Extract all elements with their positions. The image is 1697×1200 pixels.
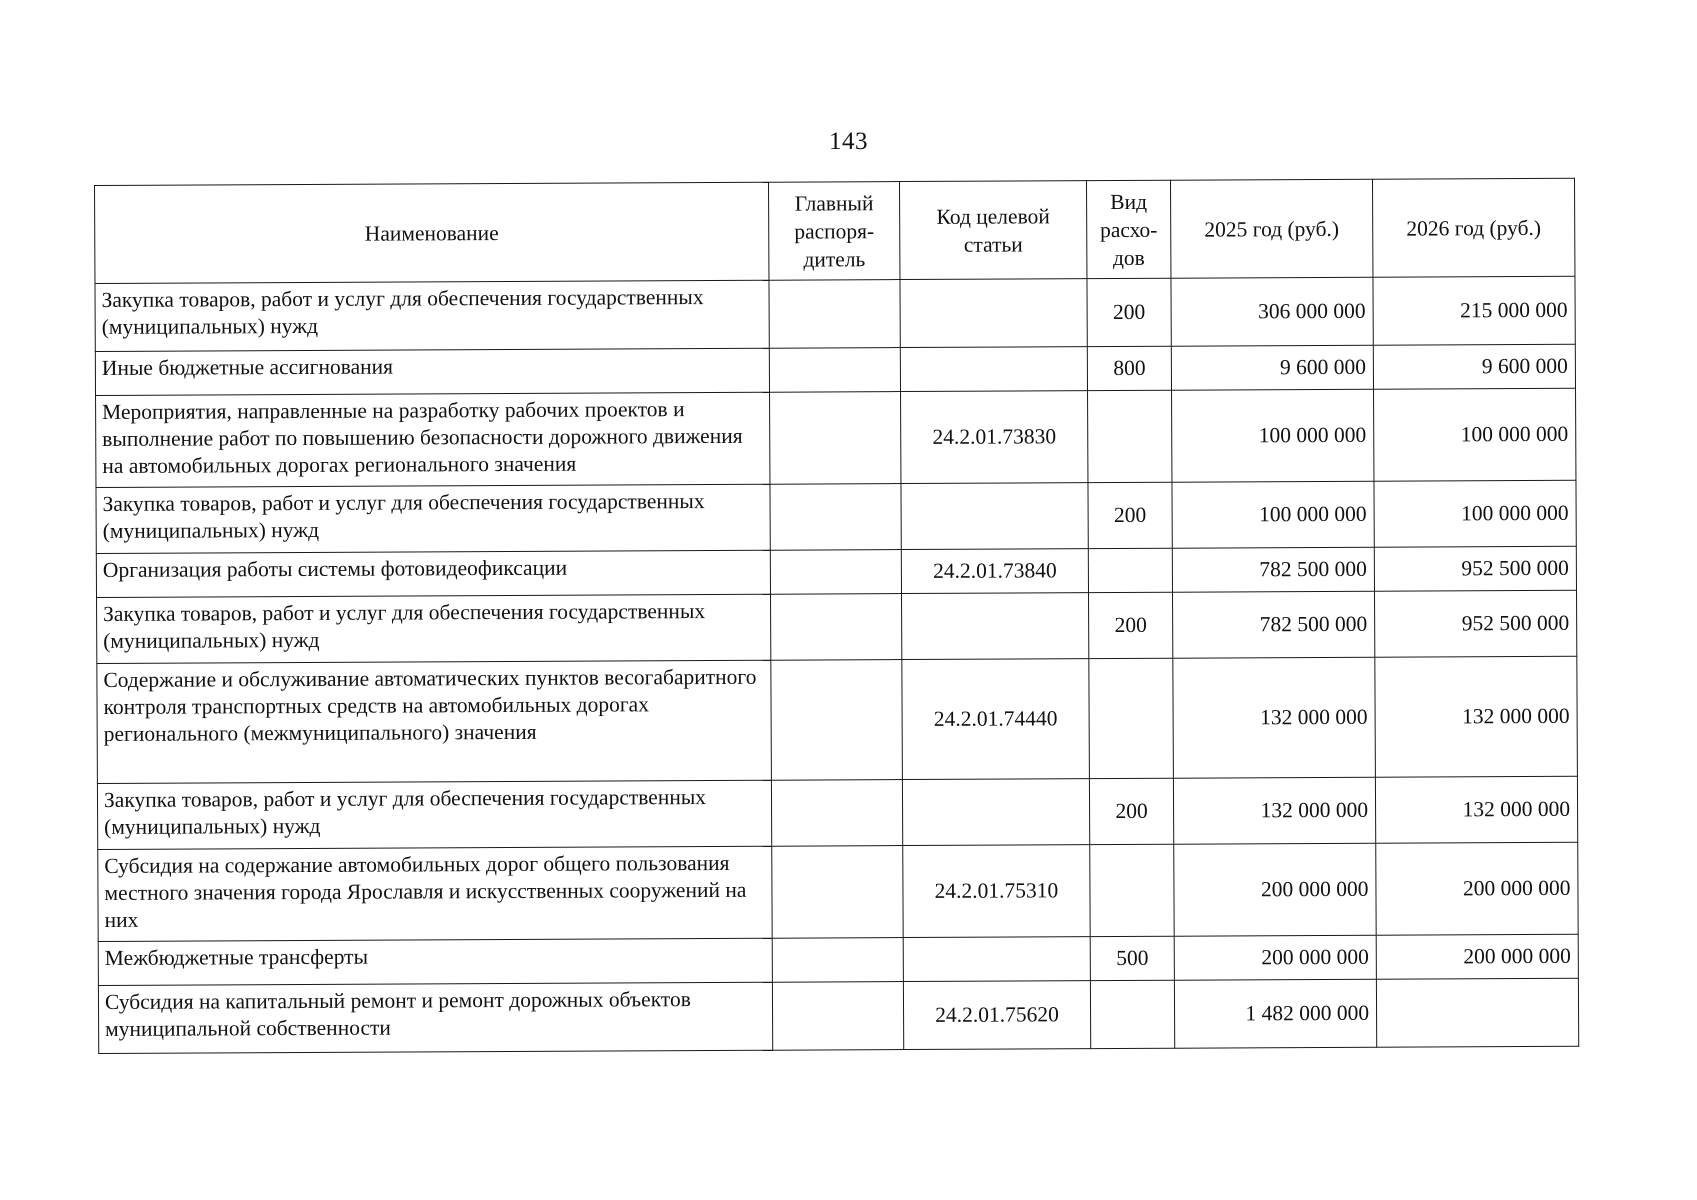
cell-type — [1088, 390, 1172, 482]
cell-manager — [771, 594, 902, 661]
cell-code — [900, 347, 1087, 392]
cell-code — [903, 937, 1090, 982]
cell-name: Закупка товаров, работ и услуг для обеспечения государственных (муниципальных) нужд — [96, 484, 770, 553]
cell-2026 — [1376, 978, 1578, 1047]
cell-code — [900, 279, 1087, 348]
table-row — [98, 978, 1578, 1053]
cell-manager — [772, 938, 903, 983]
cell-manager — [772, 982, 903, 1051]
cell-2026: 100 000 000 — [1374, 388, 1576, 481]
cell-code — [902, 593, 1089, 660]
cell-name: Закупка товаров, работ и услуг для обеспечения государственных (муниципальных) нужд — [97, 594, 771, 663]
cell-name: Содержание и обслуживание автоматических пунктов весогабаритного контроля транспортных средств на автомобильных дорогах регионального (межмуниципального) значения — [97, 660, 772, 783]
cell-2026: 9 600 000 — [1373, 344, 1575, 389]
header-2026: 2026 год (руб.) — [1372, 178, 1574, 277]
cell-name: Закупка товаров, работ и услуг для обеспечения государственных (муниципальных) нужд — [95, 280, 769, 351]
cell-manager — [772, 846, 903, 939]
cell-type: 800 — [1087, 346, 1171, 390]
header-name: Наименование — [95, 182, 769, 283]
header-type: Вид расхо-дов — [1086, 180, 1170, 278]
table-row — [97, 656, 1578, 783]
cell-manager — [769, 280, 900, 349]
table-row — [97, 590, 1577, 663]
header-code: Код целевой статьи — [899, 181, 1086, 280]
cell-name: Субсидия на капитальный ремонт и ремонт дорожных объектов муниципальной собственности — [98, 982, 772, 1053]
cell-type: 200 — [1088, 482, 1172, 548]
table-row — [95, 276, 1575, 351]
cell-2025: 9 600 000 — [1171, 345, 1373, 390]
cell-2025: 132 000 000 — [1173, 777, 1375, 844]
cell-2026: 200 000 000 — [1376, 842, 1578, 935]
cell-name: Иные бюджетные ассигнования — [95, 348, 769, 395]
cell-manager — [770, 484, 901, 551]
cell-2025: 306 000 000 — [1171, 277, 1373, 346]
table-body — [95, 276, 1579, 1053]
cell-type — [1089, 658, 1174, 778]
cell-type: 200 — [1087, 278, 1171, 346]
cell-2026: 200 000 000 — [1376, 934, 1578, 979]
cell-code: 24.2.01.74440 — [902, 659, 1090, 780]
cell-2026: 952 500 000 — [1374, 546, 1576, 591]
cell-manager — [770, 392, 901, 485]
header-manager: Главный распоря-дитель — [768, 182, 899, 281]
page-number: 143 — [829, 128, 868, 155]
cell-manager — [770, 550, 901, 595]
cell-name: Мероприятия, направленные на разработку рабочих проектов и выполнение работ по повышению безопасности дорожного движения на автомобильных дорогах регионального значения — [96, 392, 770, 487]
cell-code: 24.2.01.75620 — [903, 981, 1090, 1050]
cell-code — [902, 779, 1089, 846]
cell-2025: 782 500 000 — [1172, 547, 1374, 592]
cell-2025: 100 000 000 — [1172, 481, 1374, 548]
cell-name: Организация работы системы фотовидеофиксации — [96, 550, 770, 597]
cell-code: 24.2.01.73830 — [901, 391, 1088, 484]
cell-code: 24.2.01.73840 — [901, 549, 1088, 594]
header-row — [95, 178, 1575, 283]
cell-manager — [771, 780, 902, 847]
header-2025: 2025 год (руб.) — [1170, 179, 1372, 278]
table-row — [95, 344, 1575, 395]
cell-2026: 215 000 000 — [1373, 276, 1575, 345]
table-row — [98, 842, 1578, 941]
cell-type — [1090, 844, 1174, 936]
cell-2026: 952 500 000 — [1375, 590, 1577, 657]
cell-manager — [771, 660, 903, 781]
cell-2025: 200 000 000 — [1174, 935, 1376, 980]
cell-type — [1090, 980, 1174, 1048]
table-row — [96, 388, 1576, 487]
cell-code: 24.2.01.75310 — [903, 845, 1090, 938]
cell-manager — [769, 348, 900, 393]
cell-2025: 1 482 000 000 — [1174, 979, 1376, 1048]
cell-name: Закупка товаров, работ и услуг для обеспечения государственных (муниципальных) нужд — [97, 780, 771, 849]
cell-type: 500 — [1090, 936, 1174, 980]
cell-type: 200 — [1089, 592, 1173, 658]
cell-type: 200 — [1089, 778, 1173, 844]
cell-2026: 132 000 000 — [1375, 776, 1577, 843]
cell-2025: 782 500 000 — [1173, 591, 1375, 658]
table-row — [98, 934, 1578, 985]
cell-2025: 200 000 000 — [1174, 843, 1376, 936]
cell-2025: 132 000 000 — [1173, 657, 1376, 778]
cell-type — [1088, 548, 1172, 592]
cell-name: Субсидия на содержание автомобильных дорог общего пользования местного значения города Ярославля и искусственных сооружений на них — [98, 846, 772, 941]
cell-2025: 100 000 000 — [1172, 389, 1374, 482]
budget-table — [94, 178, 1579, 1054]
table-row — [97, 776, 1577, 849]
table-row — [96, 480, 1576, 553]
cell-2026: 100 000 000 — [1374, 480, 1576, 547]
cell-name: Межбюджетные трансферты — [98, 938, 772, 985]
cell-code — [901, 483, 1088, 550]
table-row — [96, 546, 1576, 597]
cell-2026: 132 000 000 — [1375, 656, 1578, 777]
